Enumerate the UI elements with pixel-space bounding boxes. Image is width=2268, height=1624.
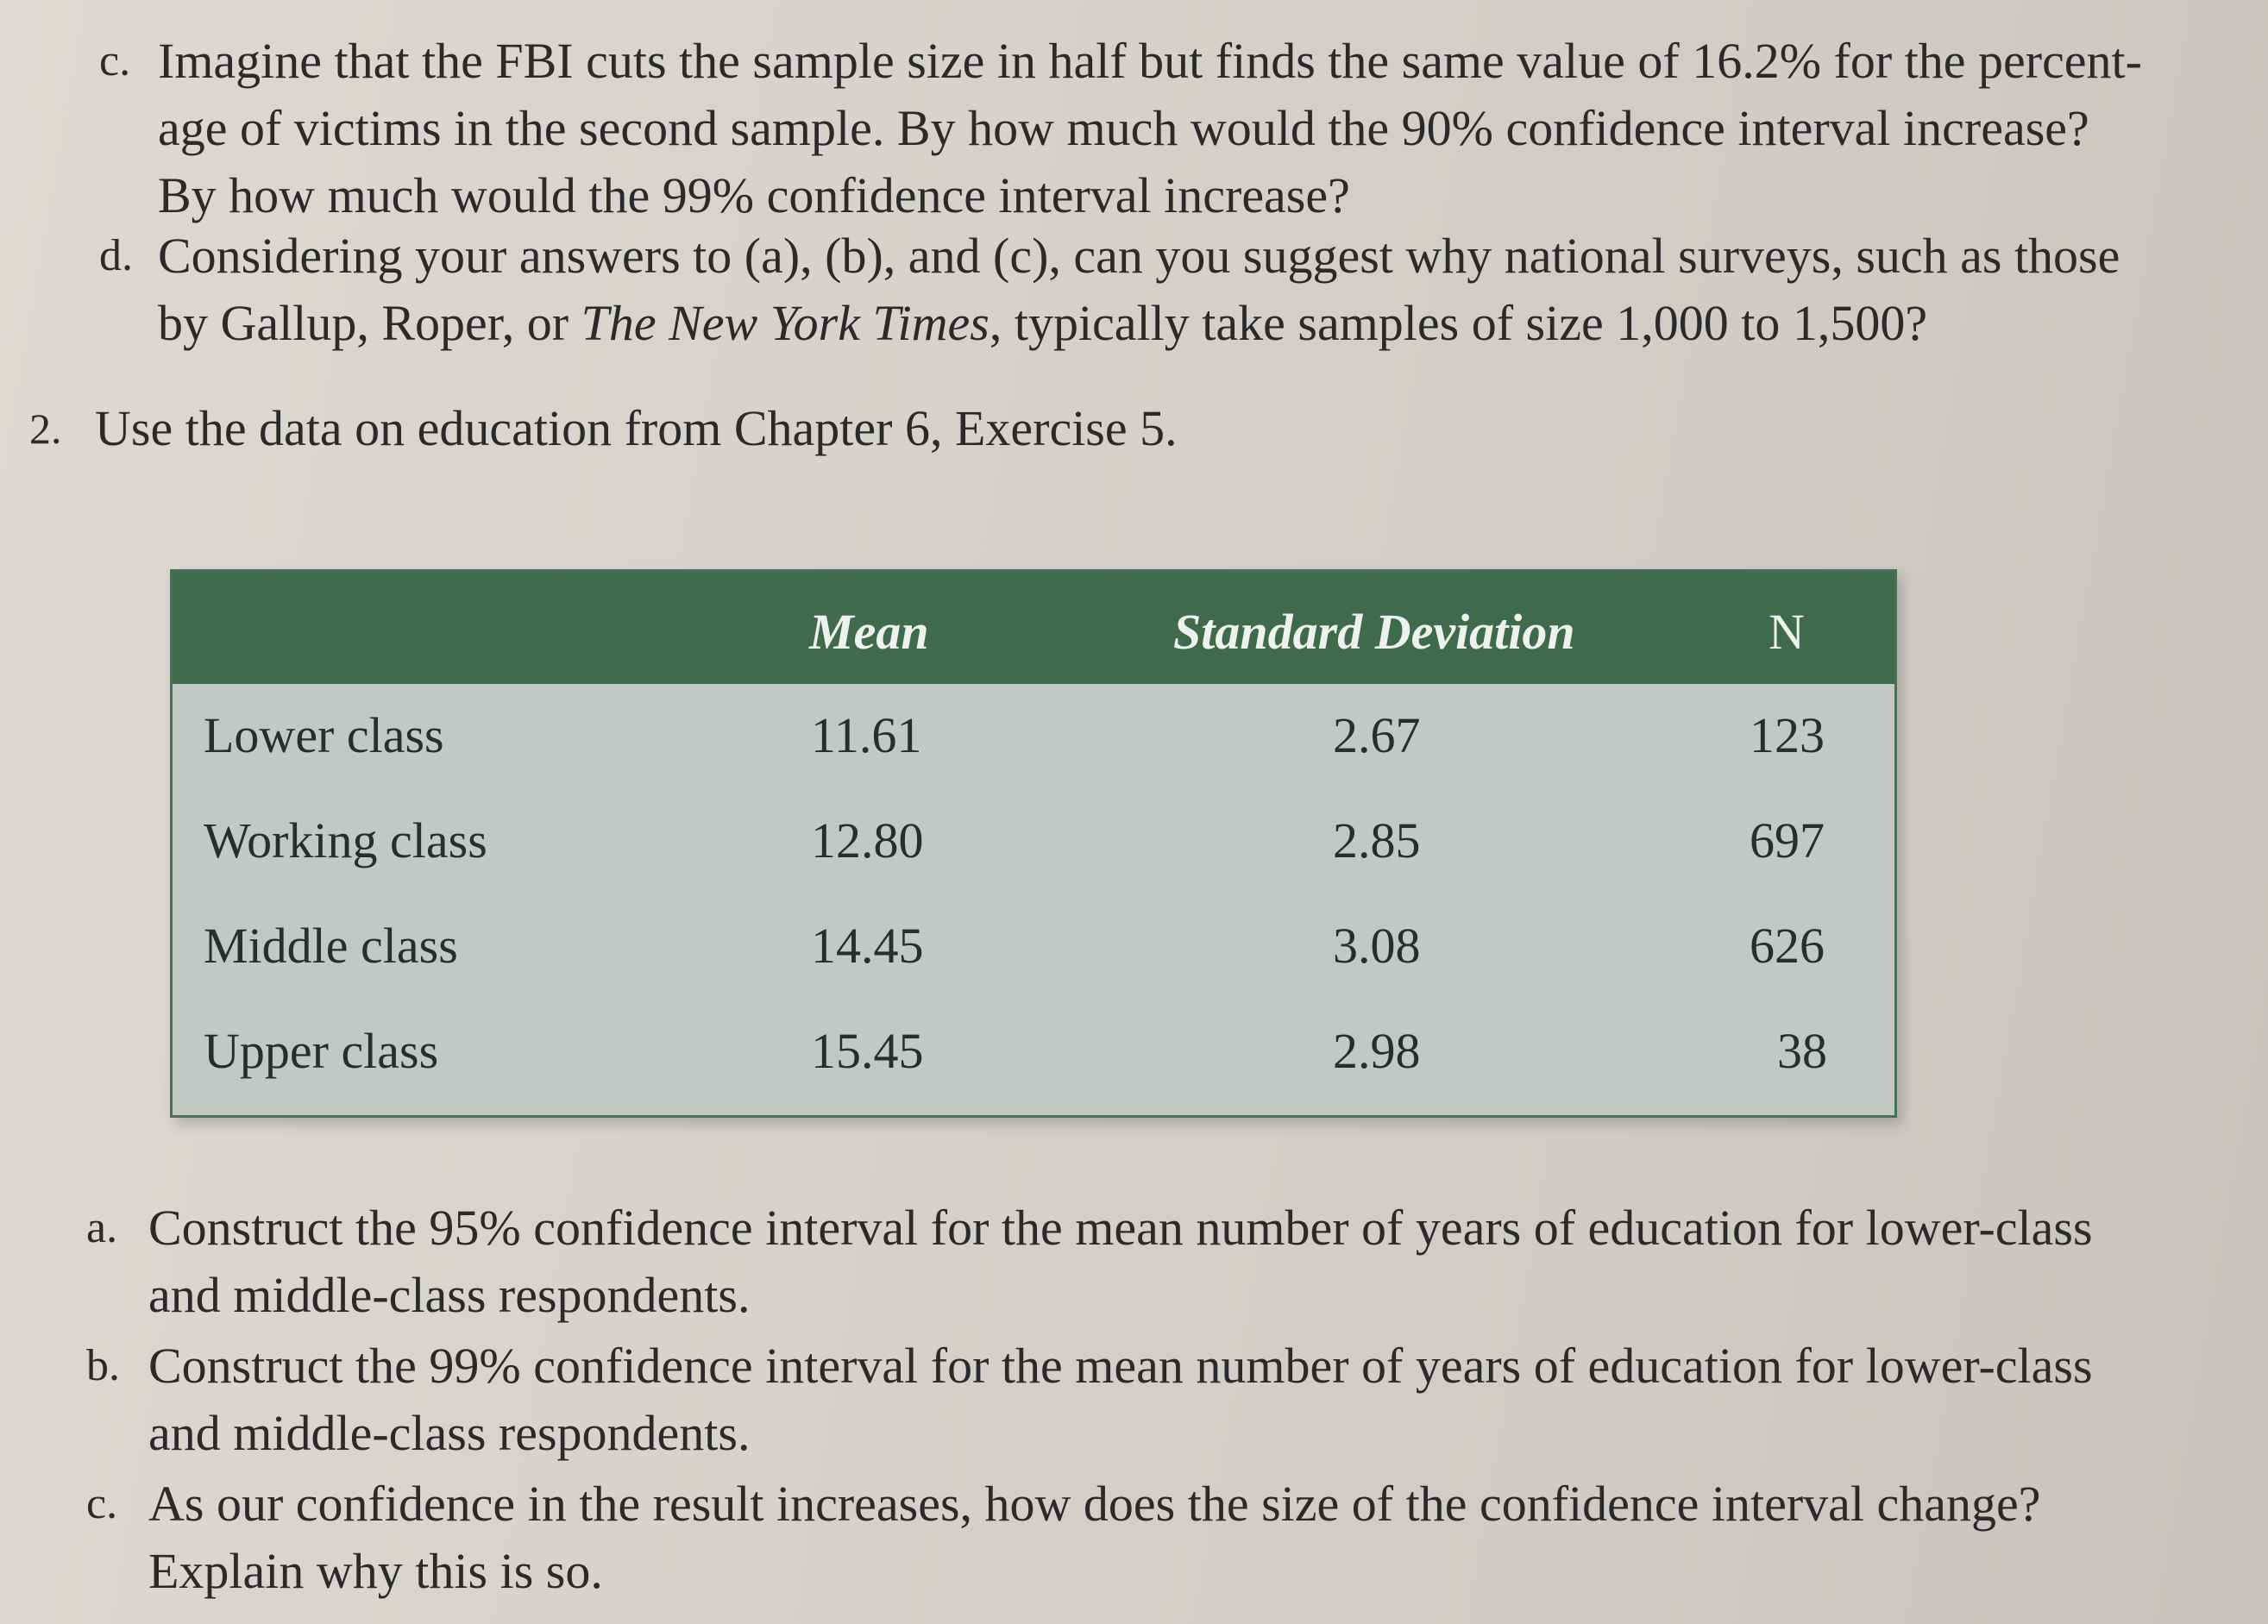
row-label: Upper class <box>204 1023 439 1079</box>
question-letter: b. <box>86 1341 120 1390</box>
cell-sd: 3.08 <box>1333 918 1421 974</box>
cell-mean: 14.45 <box>811 918 924 974</box>
text-line: As our confidence in the result increases, how does the size of the confidence interval change? <box>148 1476 2041 1532</box>
text-line: Considering your answers to (a), (b), and (c), can you suggest why national surveys, such as those <box>158 228 2120 284</box>
text-line: Imagine that the FBI cuts the sample size in half but finds the same value of 16.2% for the percent- <box>158 33 2142 89</box>
question-letter: c. <box>99 36 131 85</box>
question-text <box>158 223 2120 357</box>
text-line: age of victims in the second sample. By how much would the 90% confidence interval increase? <box>158 100 2089 156</box>
text-segment: , typically take samples of size 1,000 to 1,500? <box>989 295 1928 351</box>
row-label: Working class <box>204 812 487 868</box>
row-label: Lower class <box>204 707 444 763</box>
table-row <box>173 789 1894 896</box>
row-label: Middle class <box>204 918 458 974</box>
question-letter: d. <box>99 231 133 280</box>
cell-mean: 15.45 <box>811 1023 924 1079</box>
question-letter: c. <box>86 1479 118 1528</box>
text-line: Use the data on education from Chapter 6, Exercise 5. <box>95 400 1178 456</box>
exercise-2 <box>29 395 1323 464</box>
publication-title: The New York Times <box>581 295 990 351</box>
cell-mean: 12.80 <box>811 812 924 868</box>
header-mean: Mean <box>809 604 929 660</box>
table-row <box>173 1000 1894 1107</box>
header-n: N <box>1769 604 1805 660</box>
question-1c <box>99 28 2142 235</box>
question-2a <box>86 1194 2174 1332</box>
question-1d <box>99 223 2120 361</box>
question-text <box>148 1470 2040 1605</box>
cell-sd: 2.67 <box>1333 707 1421 763</box>
table-row <box>173 684 1894 791</box>
table-row <box>173 894 1894 1001</box>
text-line: and middle-class respondents. <box>148 1267 751 1323</box>
question-2c <box>86 1470 2174 1608</box>
text-line: By how much would the 99% confidence interval increase? <box>158 167 1350 223</box>
cell-n: 38 <box>1777 1023 1827 1079</box>
text-line: and middle-class respondents. <box>148 1405 751 1461</box>
question-text <box>148 1332 2093 1467</box>
question-text <box>148 1194 2093 1329</box>
cell-n: 697 <box>1750 812 1825 868</box>
cell-sd: 2.98 <box>1333 1023 1421 1079</box>
cell-n: 123 <box>1750 707 1825 763</box>
text-line: Construct the 99% confidence interval for the mean number of years of education for lower-class <box>148 1338 2093 1394</box>
exercise-number: 2. <box>29 404 62 453</box>
question-text <box>158 28 2142 229</box>
header-standard-deviation: Standard Deviation <box>1173 604 1575 660</box>
education-table <box>170 569 1897 1118</box>
cell-sd: 2.85 <box>1333 812 1421 868</box>
exercise-text <box>95 395 1178 462</box>
question-2b <box>86 1332 2174 1470</box>
cell-mean: 11.61 <box>811 707 922 763</box>
cell-n: 626 <box>1750 918 1825 974</box>
text-segment: by Gallup, Roper, or <box>158 295 581 351</box>
text-line <box>158 290 2120 357</box>
question-letter: a. <box>86 1203 118 1252</box>
text-line: Explain why this is so. <box>148 1543 603 1599</box>
text-line: Construct the 95% confidence interval for the mean number of years of education for lower-class <box>148 1200 2093 1256</box>
table-header <box>173 572 1894 684</box>
